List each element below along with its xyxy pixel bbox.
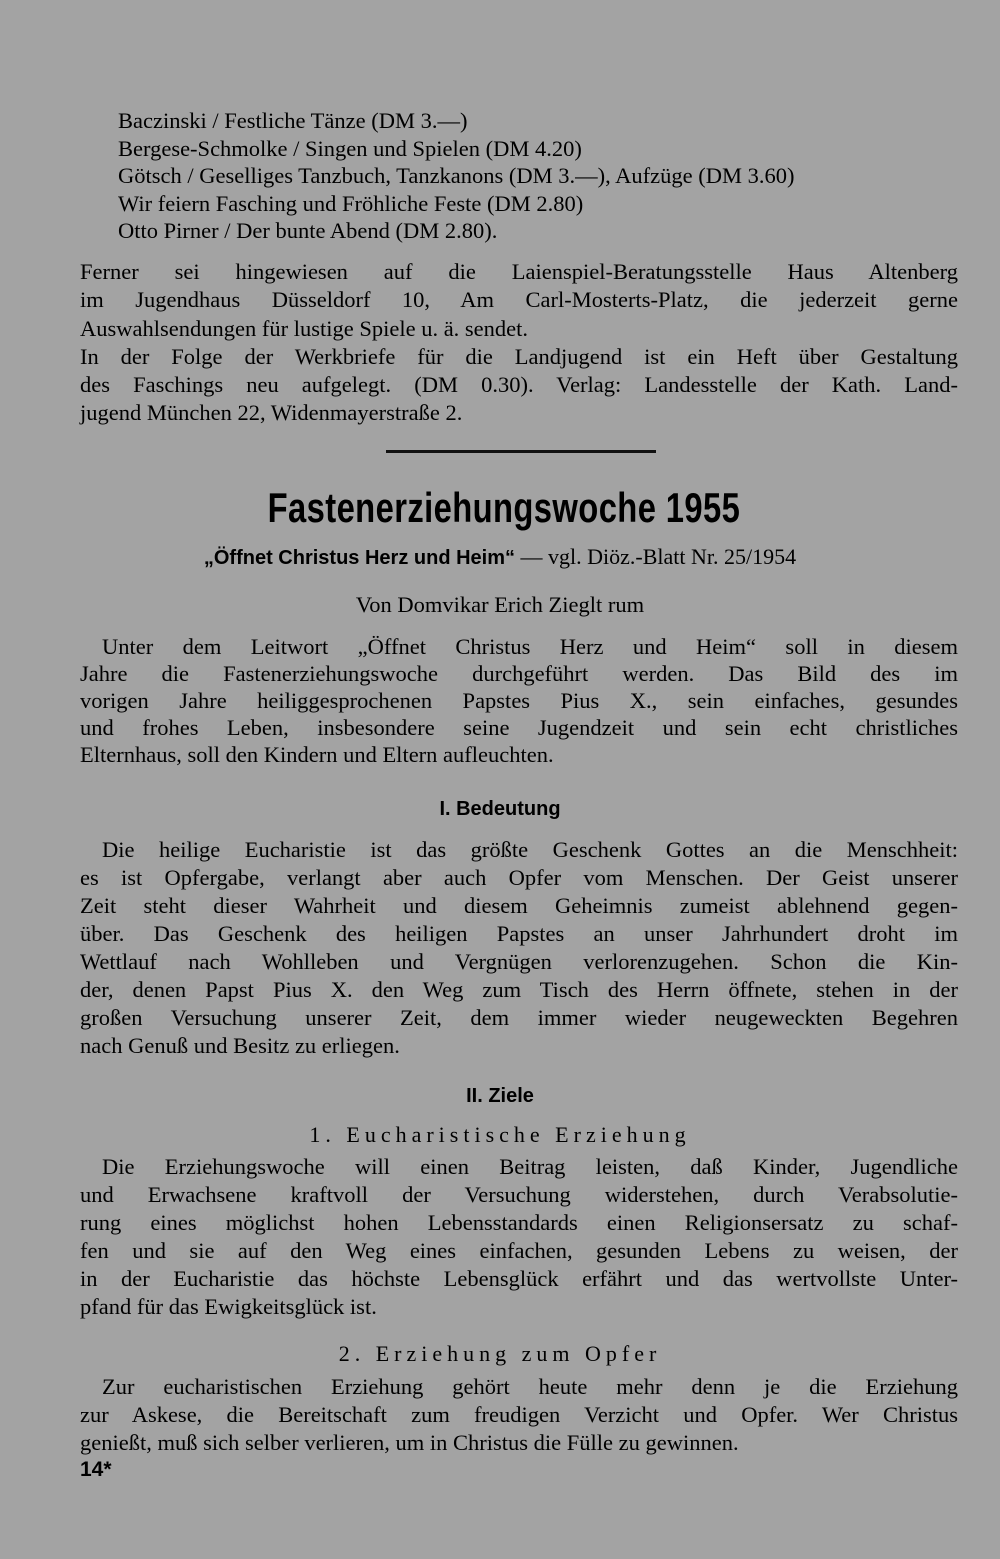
article-motto: „Öffnet Christus Herz und Heim“ bbox=[203, 547, 516, 569]
book-list-item: Baczinski / Festliche Tänze (DM 3.—) bbox=[118, 108, 468, 133]
text-line: genießt, muß sich selber verlieren, um in Christus die Fülle zu gewinnen. bbox=[80, 1430, 739, 1455]
subsection-2-paragraph bbox=[80, 1373, 958, 1457]
section-heading-ziele: II. Ziele bbox=[466, 1085, 534, 1107]
article-title: Fastenerziehungswoche 1955 bbox=[267, 484, 741, 531]
text-line: Ferner sei hingewiesen auf die Laienspiel-Beratungsstelle Haus Altenberg bbox=[80, 259, 958, 284]
article-reference: — vgl. Diöz.-Blatt Nr. 25/1954 bbox=[515, 544, 797, 569]
intro-paragraph bbox=[80, 633, 958, 768]
text-line: Jahre die Fastenerziehungswoche durchgeführt werden. Das Bild des im bbox=[80, 661, 958, 686]
text-line: in der Eucharistie das höchste Lebensglück erfährt und das wertvollste Unter- bbox=[80, 1266, 958, 1291]
book-list-item: Götsch / Geselliges Tanzbuch, Tanzkanons (DM 3.—), Aufzüge (DM 3.60) bbox=[118, 163, 795, 188]
text-line: über. Das Geschenk des heiligen Papstes an unser Jahrhundert droht im bbox=[80, 921, 958, 946]
article-author: Von Domvikar Erich Zieglt rum bbox=[355, 592, 645, 617]
text-line: jugend München 22, Widenmayerstraße 2. bbox=[80, 400, 463, 426]
subsection-heading-erziehung-zum-opfer: 2. Erziehung zum Opfer bbox=[338, 1341, 662, 1366]
text-line: großen Versuchung unserer Zeit, dem immer wieder neugeweckten Begehren bbox=[80, 1005, 958, 1030]
text-line: und frohes Leben, insbesondere seine Jugendzeit und sein echt christliches bbox=[80, 715, 958, 740]
section-divider bbox=[386, 450, 656, 453]
text-line: und Erwachsene kraftvoll der Versuchung widerstehen, durch Verabsolutie- bbox=[80, 1182, 958, 1207]
section-heading-bedeutung: I. Bedeutung bbox=[439, 798, 561, 820]
book-list-item: Otto Pirner / Der bunte Abend (DM 2.80). bbox=[118, 218, 498, 243]
book-list-item: Wir feiern Fasching und Fröhliche Feste (DM 2.80) bbox=[118, 190, 584, 216]
book-list-item: Bergese-Schmolke / Singen und Spielen (DM 4.20) bbox=[118, 135, 582, 161]
text-line: Elternhaus, soll den Kindern und Eltern aufleuchten. bbox=[80, 742, 554, 767]
text-line: des Faschings neu aufgelegt. (DM 0.30). Verlag: Landesstelle der Kath. Land- bbox=[80, 372, 958, 398]
notice-paragraph bbox=[80, 258, 958, 428]
book-list bbox=[118, 107, 795, 245]
article-subtitle bbox=[0, 543, 1000, 572]
text-line: pfand für das Ewigkeitsglück ist. bbox=[80, 1294, 377, 1319]
text-line: Zur eucharistischen Erziehung gehört heute mehr denn je die Erziehung bbox=[102, 1374, 958, 1399]
text-line: Wettlauf nach Wohlleben und Vergnügen verlorenzugehen. Schon die Kin- bbox=[80, 949, 958, 974]
text-line: der, denen Papst Pius X. den Weg zum Tisch des Herrn öffnete, stehen in der bbox=[80, 977, 958, 1002]
text-line: rung eines möglichst hohen Lebensstandards einen Religionsersatz zu schaf- bbox=[80, 1210, 958, 1235]
page-number: 14* bbox=[80, 1458, 112, 1481]
text-line: Unter dem Leitwort „Öffnet Christus Herz und Heim“ soll in diesem bbox=[102, 634, 958, 659]
section-bedeutung-paragraph bbox=[80, 836, 958, 1060]
text-line: es ist Opfergabe, verlangt aber auch Opfer vom Menschen. Der Geist unserer bbox=[80, 865, 958, 890]
text-line: zur Askese, die Bereitschaft zum freudigen Verzicht und Opfer. Wer Christus bbox=[80, 1402, 958, 1427]
text-line: Zeit steht dieser Wahrheit und diesem Geheimnis zumeist ablehnend gegen- bbox=[80, 893, 958, 918]
text-line: Die heilige Eucharistie ist das größte Geschenk Gottes an die Menschheit: bbox=[102, 837, 958, 862]
text-line: In der Folge der Werkbriefe für die Landjugend ist ein Heft über Gestaltung bbox=[80, 343, 958, 369]
subsection-heading-eucharistische-erziehung: 1. Eucharistische Erziehung bbox=[309, 1122, 691, 1147]
text-line: nach Genuß und Besitz zu erliegen. bbox=[80, 1033, 400, 1058]
text-line: Die Erziehungswoche will einen Beitrag leisten, daß Kinder, Jugendliche bbox=[102, 1154, 958, 1179]
subsection-1-paragraph bbox=[80, 1153, 958, 1321]
text-line: Auswahlsendungen für lustige Spiele u. ä. sendet. bbox=[80, 315, 529, 341]
text-line: fen und sie auf den Weg eines einfachen, gesunden Lebens zu weisen, der bbox=[80, 1238, 958, 1263]
text-line: im Jugendhaus Düsseldorf 10, Am Carl-Mosterts-Platz, die jederzeit gerne bbox=[80, 287, 958, 313]
text-line: vorigen Jahre heiliggesprochenen Papstes Pius X., sein einfaches, gesundes bbox=[80, 688, 958, 713]
